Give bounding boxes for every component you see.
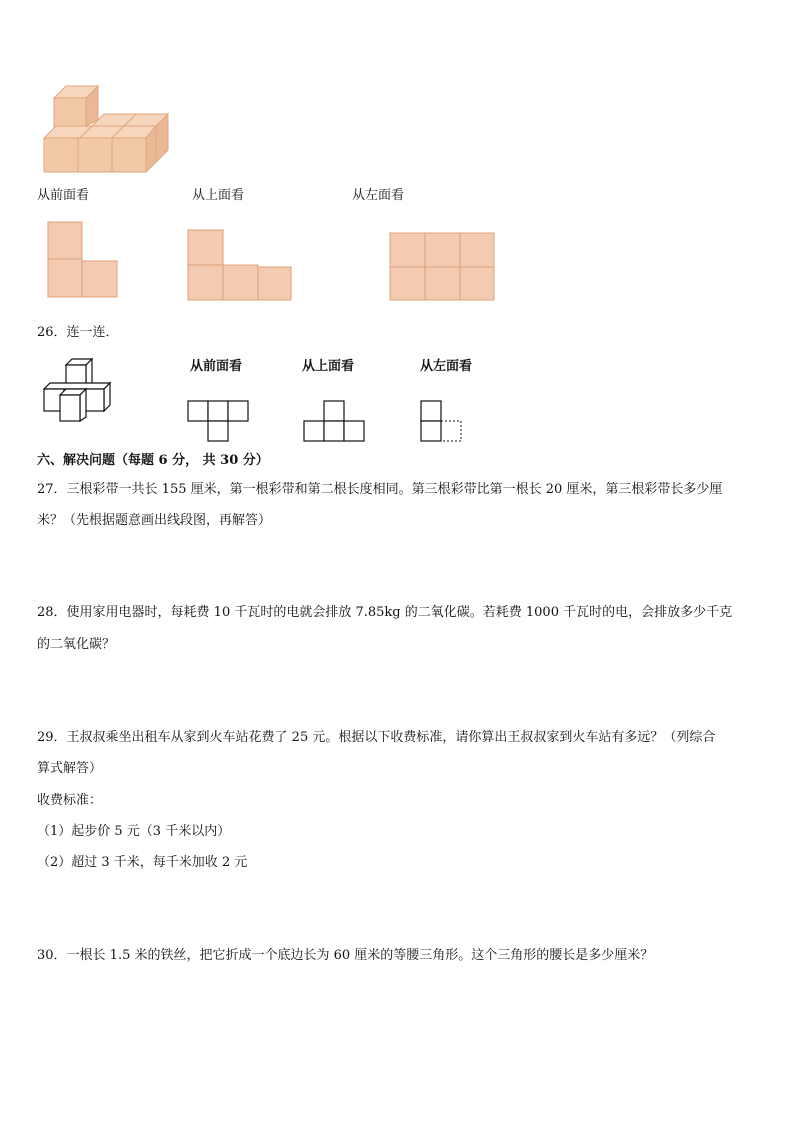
left-view-figure bbox=[388, 231, 498, 303]
question-29-line2: 算式解答） bbox=[37, 761, 103, 776]
question-27-line2: 米？（先根据题意画出线段图，再解答） bbox=[37, 513, 272, 528]
q26-shape-l[interactable] bbox=[419, 399, 465, 445]
q26-front-label: 从前面看 bbox=[190, 359, 243, 374]
q26-left-label: 从左面看 bbox=[420, 359, 473, 374]
cube-stack-figure bbox=[40, 80, 175, 175]
question-26-title: 26．连一连． bbox=[37, 325, 119, 340]
label-top-view: 从上面看 bbox=[192, 188, 245, 203]
q26-shape-t[interactable] bbox=[186, 399, 252, 445]
question-28-line2: 的二氧化碳？ bbox=[37, 637, 116, 652]
label-left-view: 从左面看 bbox=[352, 188, 405, 203]
question-29-fee-rule2: （2）超过 3 千米，每千米加收 2 元 bbox=[37, 855, 248, 870]
question-29-fee-rule1: （1）起步价 5 元（3 千米以内） bbox=[37, 824, 231, 839]
q26-solid-figure bbox=[40, 355, 122, 427]
label-front-view: 从前面看 bbox=[37, 188, 90, 203]
question-27-line1: 27．三根彩带一共长 155 厘米，第一根彩带和第二根长度相同。第三根彩带比第一根长 20 厘米，第三根彩带长多少厘 bbox=[37, 482, 723, 497]
front-view-figure bbox=[46, 220, 120, 300]
question-30-line1: 30．一根长 1.5 米的铁丝，把它折成一个底边长为 60 厘米的等腰三角形。这个三角形的腰长是多少厘米？ bbox=[37, 948, 654, 963]
question-29-fee-heading: 收费标准： bbox=[37, 793, 103, 808]
question-28-line1: 28．使用家用电器时，每耗费 10 千瓦时的电就会排放 7.85kg 的二氧化碳。若耗费 1000 千瓦时的电，会排放多少千克 bbox=[37, 605, 733, 620]
question-29-line1: 29．王叔叔乘坐出租车从家到火车站花费了 25 元。根据以下收费标准，请你算出王叔叔家到火车站有多远？（列综合 bbox=[37, 730, 716, 745]
section-6-heading: 六、解决问题（每题 6 分， 共 30 分） bbox=[37, 453, 269, 468]
top-view-figure bbox=[186, 228, 294, 302]
q26-top-label: 从上面看 bbox=[302, 359, 355, 374]
q26-shape-inverted-t[interactable] bbox=[302, 399, 368, 445]
